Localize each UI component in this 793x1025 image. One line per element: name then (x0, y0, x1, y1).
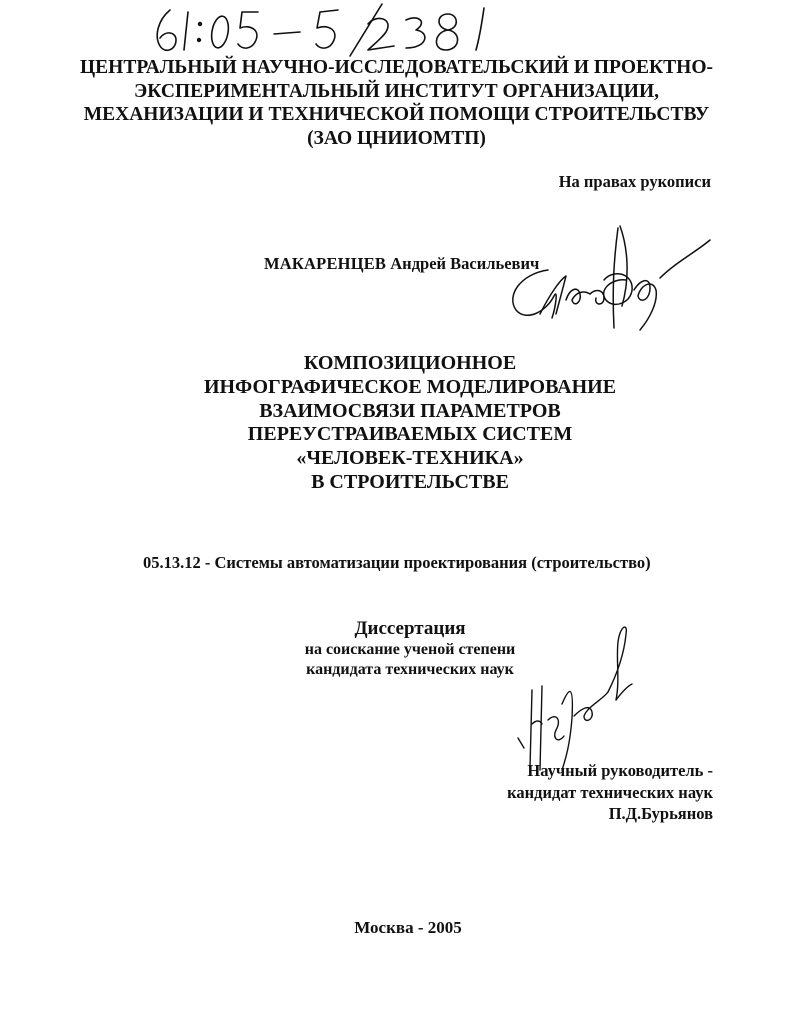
handwritten-number-text: 61:05-5/2381 (150, 2, 156, 3)
institute-line: (ЗАО ЦНИИОМТП) (307, 127, 486, 149)
title-line: В СТРОИТЕЛЬСТВЕ (311, 470, 509, 493)
institute-line: МЕХАНИЗАЦИИ И ТЕХНИЧЕСКОЙ ПОМОЩИ СТРОИТЕЛЬСТВУ (83, 104, 710, 125)
institute-header (0, 56, 793, 150)
city-year-footer: Москва - 2005 (354, 918, 462, 937)
manuscript-rights-note: На правах рукописи (558, 172, 711, 191)
author-name (264, 254, 539, 274)
title-line: КОМПОЗИЦИОННОЕ (303, 352, 517, 374)
supervisor-role: Научный руководитель - (527, 761, 713, 780)
supervisor-block (507, 760, 713, 825)
dissertation-title (0, 352, 793, 495)
supervisor-degree: кандидат технических наук (507, 782, 713, 802)
institute-line: ЦЕНТРАЛЬНЫЙ НАУЧНО-ИССЛЕДОВАТЕЛЬСКИЙ И ПРОЕКТНО- (79, 57, 713, 78)
institute-line: ЭКСПЕРИМЕНТАЛЬНЫЙ ИНСТИТУТ ОРГАНИЗАЦИИ, (133, 80, 659, 102)
supervisor-name: П.Д.Бурьянов (608, 804, 713, 823)
author-given-names: Андрей Васильевич (390, 254, 540, 273)
title-line: ИНФОГРАФИЧЕСКОЕ МОДЕЛИРОВАНИЕ (203, 375, 617, 398)
specialty-code: 05.13.12 - Системы автоматизации проектирования (строительство) (143, 553, 651, 572)
supervisor-signature (512, 620, 642, 775)
dissertation-block (290, 618, 530, 680)
dissertation-degree-line: на соискание ученой степени (304, 641, 516, 658)
handwritten-archive-number (150, 2, 500, 58)
author-signature (500, 218, 720, 333)
author-surname: МАКАРЕНЦЕВ (264, 254, 387, 273)
title-line: ПЕРЕУСТРАИВАЕМЫХ СИСТЕМ (247, 423, 573, 446)
dissertation-degree-line: кандидата технических наук (306, 661, 514, 678)
dissertation-heading: Диссертация (354, 618, 466, 639)
title-line: ВЗАИМОСВЯЗИ ПАРАМЕТРОВ (259, 399, 561, 422)
title-line: «ЧЕЛОВЕК-ТЕХНИКА» (296, 447, 524, 470)
